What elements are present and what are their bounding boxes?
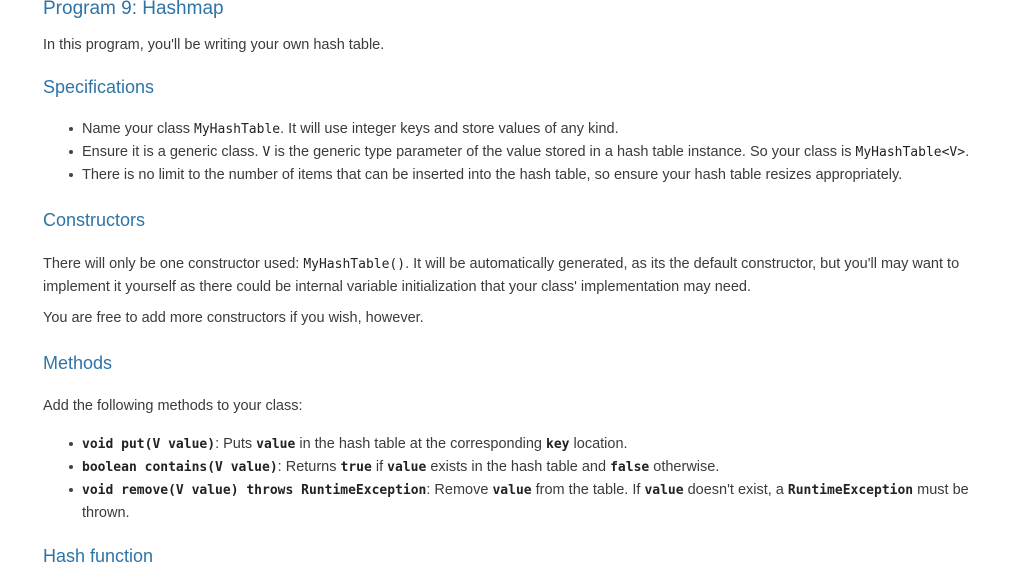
specifications-list	[43, 118, 1003, 186]
constructors-note: You are free to add more constructors if you wish, however.	[43, 310, 424, 326]
list-item: Ensure it is a generic class. V is the generic type parameter of the value stored in a hash table instance. So your class is MyHashTable<V>.	[82, 141, 1003, 164]
code-constructor: MyHashTable()	[303, 257, 406, 272]
method-signature: void put(V value)	[82, 437, 216, 452]
list-item: Name your class MyHashTable. It will use integer keys and store values of any kind.	[82, 118, 1003, 141]
constructors-heading: Constructors	[43, 210, 146, 230]
page-title: Program 9: Hashmap	[43, 0, 224, 19]
list-item: void put(V value): Puts value in the hash table at the corresponding key location.	[82, 433, 1003, 456]
specifications-heading: Specifications	[43, 77, 155, 97]
methods-intro: Add the following methods to your class:	[43, 398, 303, 414]
method-signature: void remove(V value) throws RuntimeException	[82, 483, 427, 498]
methods-heading: Methods	[43, 353, 113, 373]
document	[43, 0, 1003, 569]
hash-function-heading: Hash function	[43, 546, 154, 566]
constructors-paragraph: There will only be one constructor used: MyHashTable(). It will be automatically generated, as its the default constructor, but you'll may want to implement it yourself as there could be internal variable initialization that your class' implementation may need.	[43, 256, 960, 295]
list-item: boolean contains(V value): Returns true if value exists in the hash table and false otherwise.	[82, 456, 1003, 479]
method-signature: boolean contains(V value)	[82, 460, 278, 475]
code-generic-class: MyHashTable<V>	[855, 145, 966, 160]
list-item: void remove(V value) throws RuntimeException: Remove value from the table. If value doesn't exist, a RuntimeException must be thrown.	[82, 479, 1003, 524]
code-type-param: V	[262, 145, 271, 160]
intro-text: In this program, you'll be writing your own hash table.	[43, 37, 385, 53]
list-item: There is no limit to the number of items that can be inserted into the hash table, so ensure your hash table resizes appropriately.	[82, 164, 1003, 186]
code-class-name: MyHashTable	[194, 122, 281, 137]
methods-list	[43, 433, 1003, 524]
